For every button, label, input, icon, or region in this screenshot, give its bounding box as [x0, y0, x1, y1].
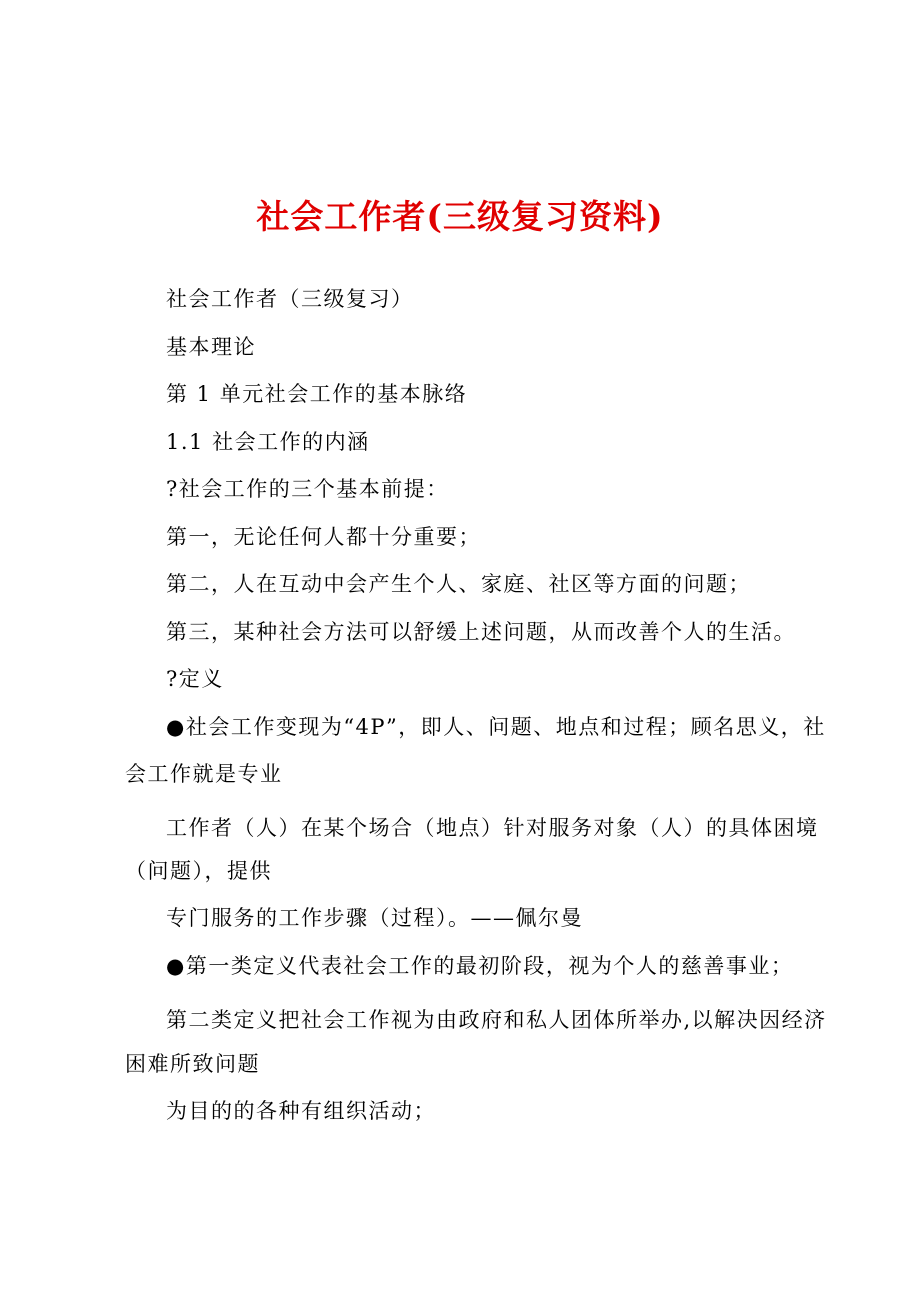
paragraph-definition-header: ?定义 — [166, 667, 224, 691]
paragraph-definition-worker: 工作者（人）在某个场合（地点）针对服务对象（人）的具体困境 — [166, 816, 819, 840]
paragraph-section: 基本理论 — [166, 335, 256, 359]
paragraph-unit: 第 1 单元社会工作的基本脉络 — [166, 382, 468, 406]
paragraph-definition-4p-cont: 会工作就是专业 — [125, 762, 283, 786]
paragraph-premise-2: 第二，人在互动中会产生个人、家庭、社区等方面的问题； — [166, 572, 751, 596]
paragraph-subsection: 1.1 社会工作的内涵 — [166, 430, 370, 454]
document-title: 社会工作者(三级复习资料) — [256, 197, 664, 236]
paragraph-second-type-cont: 困难所致问题 — [125, 1052, 260, 1076]
paragraph-definition-worker-cont: （问题），提供 — [125, 859, 272, 883]
paragraph-second-type-end: 为目的的各种有组织活动； — [166, 1099, 436, 1123]
paragraph-second-type: 第二类定义把社会工作视为由政府和私人团体所举办,以解决因经济 — [166, 1008, 827, 1032]
paragraph-premise-header: ?社会工作的三个基本前提： — [166, 477, 449, 501]
paragraph-first-type: ●第一类定义代表社会工作的最初阶段，视为个人的慈善事业； — [166, 954, 794, 978]
paragraph-premise-3: 第三，某种社会方法可以舒缓上述问题，从而改善个人的生活。 — [166, 620, 796, 644]
paragraph-premise-1: 第一，无论任何人都十分重要； — [166, 525, 481, 549]
paragraph-definition-4p: ●社会工作变现为“4P”，即人、问题、地点和过程；顾名思义，社 — [166, 715, 826, 739]
paragraph-heading: 社会工作者（三级复习） — [166, 287, 414, 311]
paragraph-definition-steps: 专门服务的工作步骤（过程）。——佩尔曼 — [166, 906, 583, 930]
